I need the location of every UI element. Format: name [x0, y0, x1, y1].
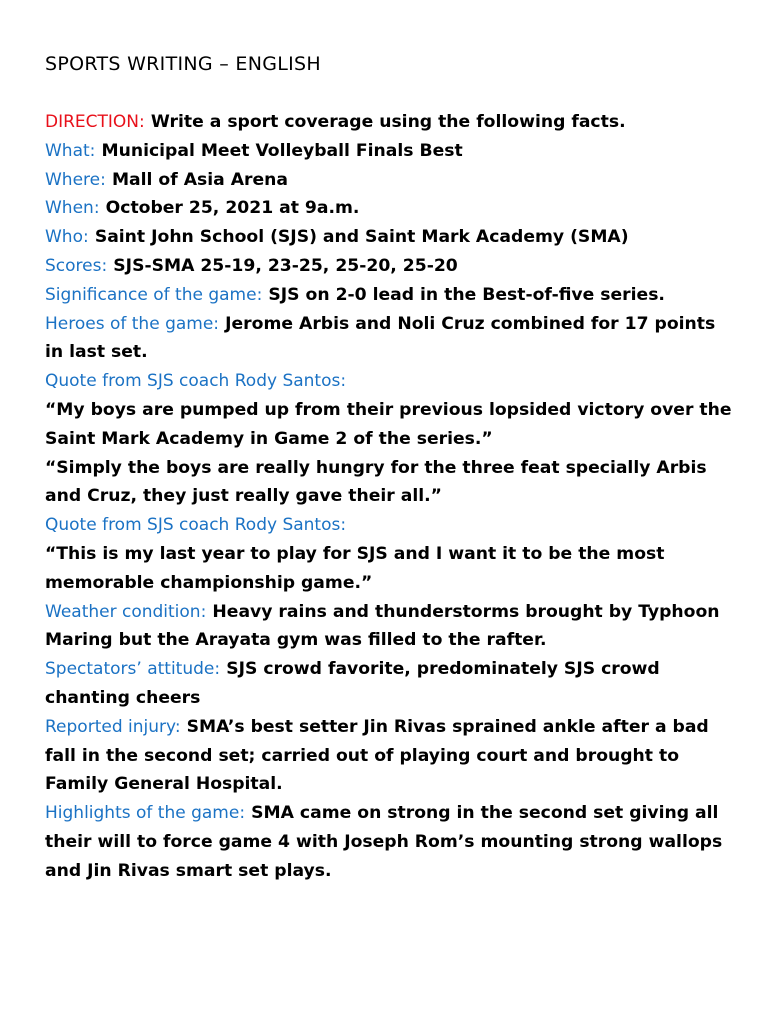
- injury-entry: [45, 713, 735, 799]
- significance-text: SJS on 2-0 lead in the Best-of-five series.: [268, 284, 665, 305]
- direction-text: Write a sport coverage using the following facts.: [150, 112, 626, 132]
- when-label: When:: [45, 198, 100, 219]
- who-entry: [45, 223, 735, 252]
- where-text: Mall of Asia Arena: [111, 169, 288, 190]
- scores-label: Scores:: [45, 255, 108, 276]
- where-entry: [45, 166, 735, 195]
- highlights-label: Highlights of the game:: [45, 803, 246, 824]
- spectators-label: Spectators’ attitude:: [45, 659, 221, 680]
- what-text: Municipal Meet Volleyball Finals Best: [101, 140, 463, 161]
- document-page: [45, 48, 735, 886]
- heroes-text: Jerome Arbis and Noli Cruz combined for 17 points in last set.: [45, 313, 716, 363]
- weather-text: Heavy rains and thunderstorms brought by Typhoon Maring but the Arayata gym was filled to the rafter.: [45, 601, 720, 651]
- quote-1: “My boys are pumped up from their previous lopsided victory over the Saint Mark Academy in Game 2 of the series.”: [45, 399, 732, 449]
- page-title: SPORTS WRITING – ENGLISH: [45, 53, 321, 75]
- quote-block-2-label: Quote from SJS coach Rody Santos:: [45, 515, 347, 536]
- highlights-entry: [45, 799, 735, 885]
- where-label: Where:: [45, 169, 106, 190]
- weather-entry: [45, 598, 735, 656]
- direction-label: DIRECTION:: [45, 112, 145, 132]
- spectators-text: SJS crowd favorite, predominately SJS crowd chanting cheers: [45, 659, 660, 708]
- heroes-entry: [45, 310, 735, 368]
- quote-block-1-heading: [45, 367, 735, 396]
- direction-entry: [45, 108, 735, 137]
- quote-block-1-label: Quote from SJS coach Rody Santos:: [45, 371, 347, 392]
- quote-3: “This is my last year to play for SJS and I want it to be the most memorable championship game.”: [45, 543, 665, 593]
- scores-text: SJS-SMA 25-19, 23-25, 25-20, 25-20: [113, 255, 458, 276]
- injury-text: SMA’s best setter Jin Rivas sprained ankle after a bad fall in the second set; carried out of playing court and brought to Family General Hospital.: [45, 716, 709, 795]
- quote-block-2-heading: [45, 511, 735, 540]
- who-label: Who:: [45, 227, 89, 248]
- spectators-entry: [45, 655, 735, 713]
- significance-label: Significance of the game:: [45, 284, 263, 305]
- what-entry: [45, 137, 735, 166]
- highlights-text: SMA came on strong in the second set giving all their will to force game 4 with Joseph Rom’s mounting strong wallops and Jin Rivas smart set plays.: [45, 803, 723, 881]
- weather-label: Weather condition:: [45, 601, 207, 622]
- who-text: Saint John School (SJS) and Saint Mark Academy (SMA): [94, 227, 629, 248]
- when-text: October 25, 2021 at 9a.m.: [105, 198, 360, 219]
- what-label: What:: [45, 140, 96, 161]
- scores-entry: [45, 252, 735, 281]
- heroes-label: Heroes of the game:: [45, 313, 220, 334]
- significance-entry: [45, 281, 735, 310]
- when-entry: [45, 194, 735, 223]
- quote-2: “Simply the boys are really hungry for the three feat specially Arbis and Cruz, they just really gave their all.”: [45, 457, 707, 507]
- injury-label: Reported injury:: [45, 716, 181, 737]
